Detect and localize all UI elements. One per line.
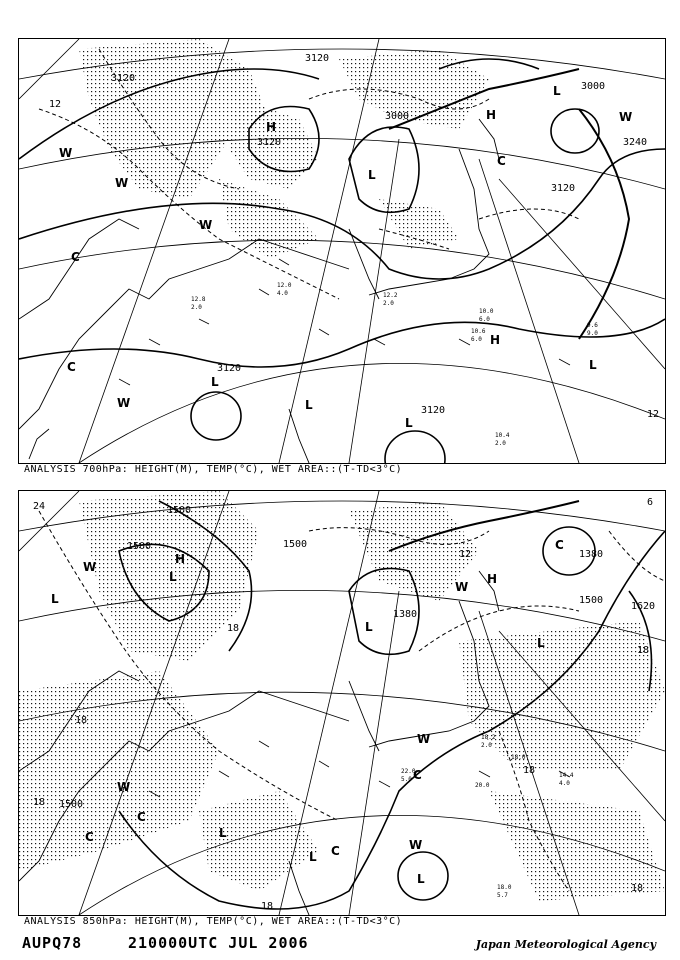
station-temp: 18.2 bbox=[481, 734, 496, 741]
temp-label: 18 bbox=[523, 765, 536, 776]
high-center: H bbox=[486, 108, 497, 122]
station-dewpoint: 9.0 bbox=[587, 330, 598, 337]
cold-center: C bbox=[497, 154, 506, 168]
station-values-700 bbox=[191, 282, 598, 447]
station-temp: 12.0 bbox=[277, 282, 292, 289]
station-dewpoint: 2.0 bbox=[495, 440, 506, 447]
station-temp: 18.0 bbox=[511, 754, 526, 761]
station-dewpoint: 6.0 bbox=[471, 336, 482, 343]
station-dewpoint: 2.0 bbox=[191, 304, 202, 311]
station-dewpoint: 2.0 bbox=[481, 742, 492, 749]
height-label: 1500 bbox=[579, 595, 604, 606]
temp-label: 18 bbox=[637, 645, 650, 656]
agency-name: Japan Meteorological Agency bbox=[475, 938, 656, 951]
station-dewpoint: 5.7 bbox=[497, 892, 508, 899]
high-center: H bbox=[490, 333, 501, 347]
cold-center: C bbox=[413, 768, 422, 782]
station-dewpoint: 5.0 bbox=[401, 776, 412, 783]
low-center: L bbox=[537, 636, 545, 650]
temp-label: 6 bbox=[647, 497, 654, 508]
low-center: L bbox=[169, 570, 177, 584]
temp-label: 18 bbox=[631, 883, 644, 894]
height-label: 1500 bbox=[59, 799, 84, 810]
height-label: 3000 bbox=[581, 81, 606, 92]
height-label: 3000 bbox=[385, 111, 410, 122]
station-temp: 14.4 bbox=[559, 772, 574, 779]
map-700hpa-svg bbox=[19, 39, 665, 463]
warm-center: W bbox=[115, 176, 129, 190]
height-label: 3120 bbox=[257, 137, 282, 148]
low-center: L bbox=[417, 872, 425, 886]
station-temp: 10.4 bbox=[495, 432, 510, 439]
low-center: L bbox=[51, 592, 59, 606]
station-temp: 12.2 bbox=[383, 292, 398, 299]
warm-center: W bbox=[409, 838, 423, 852]
wet-area-850 bbox=[19, 491, 665, 901]
warm-center: W bbox=[199, 218, 213, 232]
low-center: L bbox=[365, 620, 373, 634]
temp-label: 18 bbox=[75, 715, 88, 726]
caption-700hpa: ANALYSIS 700hPa: HEIGHT(M), TEMP(°C), WET AREA::(T-TD<3°C) bbox=[24, 464, 403, 475]
warm-center: W bbox=[117, 396, 131, 410]
warm-center: W bbox=[417, 732, 431, 746]
height-label: 3120 bbox=[551, 183, 576, 194]
wet-area-700 bbox=[79, 39, 489, 259]
low-center: L bbox=[553, 84, 561, 98]
height-label: 1500 bbox=[283, 539, 308, 550]
temp-label: 18 bbox=[33, 797, 46, 808]
warm-center: W bbox=[117, 780, 131, 794]
high-center: H bbox=[175, 552, 186, 566]
cold-center: C bbox=[331, 844, 340, 858]
low-center: L bbox=[309, 850, 317, 864]
temp-label: 18 bbox=[261, 901, 274, 912]
station-temp: 22.0 bbox=[401, 768, 416, 775]
chart-code: AUPQ78 bbox=[22, 934, 83, 952]
height-label: 1380 bbox=[579, 549, 604, 560]
low-center: L bbox=[589, 358, 597, 372]
station-dewpoint: 4.0 bbox=[559, 780, 570, 787]
warm-center: W bbox=[83, 560, 97, 574]
station-dewpoint: 6.0 bbox=[479, 316, 490, 323]
map-panel-850hpa bbox=[18, 490, 666, 916]
low-center: L bbox=[368, 168, 376, 182]
temp-label: 12 bbox=[647, 409, 660, 420]
low-center: L bbox=[405, 416, 413, 430]
height-label: 3120 bbox=[305, 53, 330, 64]
temp-label: 24 bbox=[33, 501, 46, 512]
height-label: 1500 bbox=[167, 505, 192, 516]
height-label: 1500 bbox=[127, 541, 152, 552]
station-temp: 18.0 bbox=[497, 884, 512, 891]
cold-center: C bbox=[67, 360, 76, 374]
temp-label: 12 bbox=[49, 99, 62, 110]
high-center: H bbox=[487, 572, 498, 586]
station-temp: 9.6 bbox=[587, 322, 598, 329]
height-label: 3240 bbox=[623, 137, 648, 148]
cold-center: C bbox=[555, 538, 564, 552]
cold-center: C bbox=[137, 810, 146, 824]
warm-center: W bbox=[619, 110, 633, 124]
height-label: 3120 bbox=[111, 73, 136, 84]
caption-850hpa: ANALYSIS 850hPa: HEIGHT(M), TEMP(°C), WET AREA::(T-TD<3°C) bbox=[24, 916, 403, 927]
station-temp: 20.0 bbox=[475, 782, 490, 789]
height-label: 3120 bbox=[217, 363, 242, 374]
low-center: L bbox=[305, 398, 313, 412]
station-temp: 12.8 bbox=[191, 296, 206, 303]
warm-center: W bbox=[59, 146, 73, 160]
warm-center: W bbox=[455, 580, 469, 594]
low-center: L bbox=[219, 826, 227, 840]
station-temp: 10.0 bbox=[479, 308, 494, 315]
temp-label: 12 bbox=[459, 549, 472, 560]
temp-label: 18 bbox=[227, 623, 240, 634]
analysis-timestamp: 210000UTC JUL 2006 bbox=[128, 934, 309, 952]
height-label: 3120 bbox=[421, 405, 446, 416]
cold-center: C bbox=[85, 830, 94, 844]
map-850hpa-svg bbox=[19, 491, 665, 915]
high-center: H bbox=[266, 120, 277, 134]
low-center: L bbox=[211, 375, 219, 389]
map-panel-700hpa bbox=[18, 38, 666, 464]
station-dewpoint: 4.0 bbox=[277, 290, 288, 297]
height-label: 1380 bbox=[393, 609, 418, 620]
cold-center: C bbox=[71, 250, 80, 264]
station-dewpoint: 2.0 bbox=[383, 300, 394, 307]
station-temp: 10.6 bbox=[471, 328, 486, 335]
height-label: 1620 bbox=[631, 601, 656, 612]
